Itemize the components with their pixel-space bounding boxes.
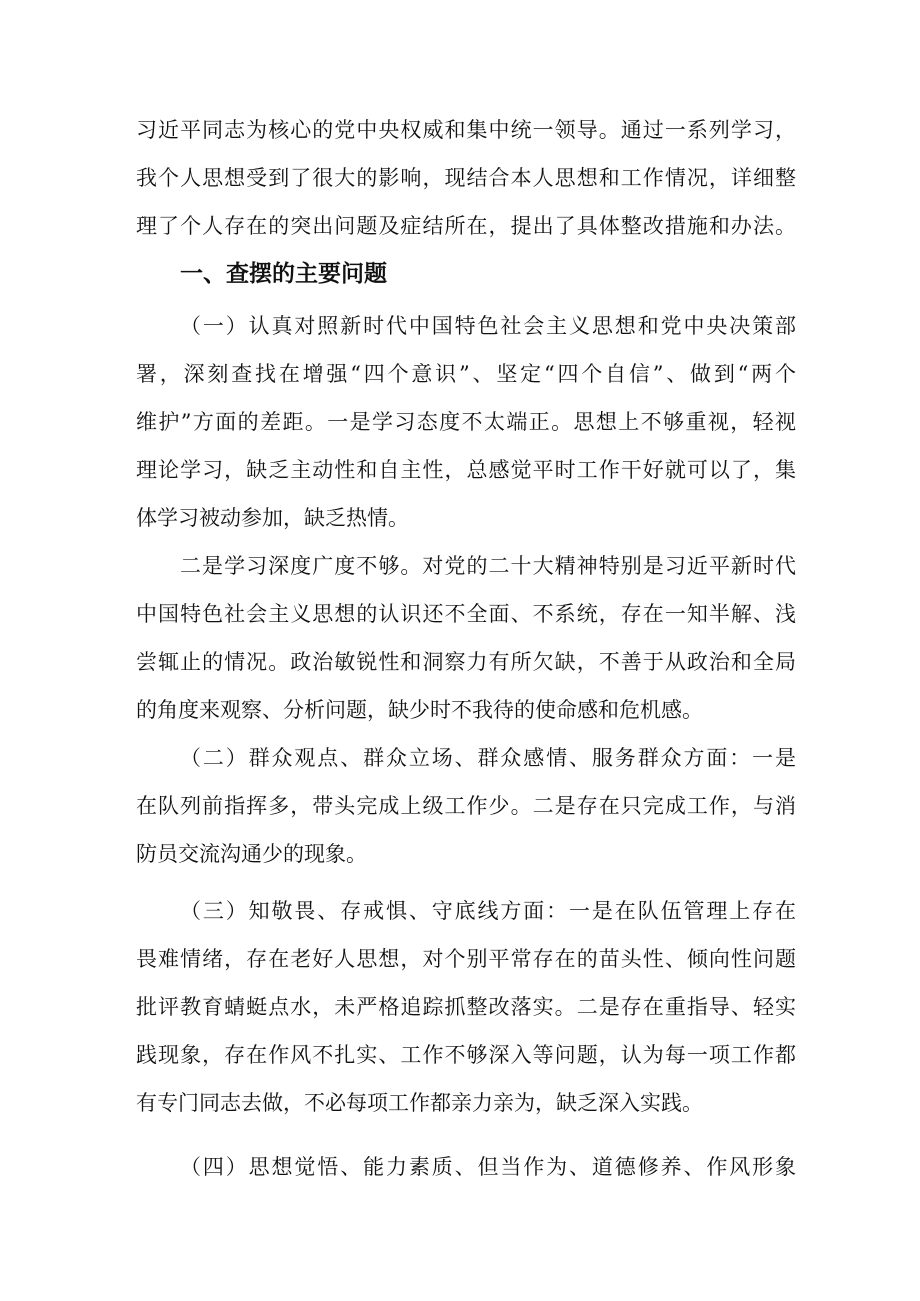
intro-line-2: 我个人思想受到了很大的影响，现结合本人思想和工作情况，详细整 [136, 166, 796, 190]
section-heading: 一、查摆的主要问题 [180, 261, 387, 287]
p2-line-2: 中国特色社会主义思想的认识还不全面、不系统，存在一知半解、浅 [136, 602, 796, 626]
p4-line-2: 畏难情绪，存在老好人思想，对个别平常存在的苗头性、倾向性问题 [136, 947, 796, 971]
p3-line-2: 在队列前指挥多，带头完成上级工作少。二是存在只完成工作，与消 [136, 794, 796, 818]
p2-line-1: 二是学习深度广度不够。对党的二十大精神特别是习近平新时代 [180, 554, 796, 578]
p4-line-3: 批评教育蜻蜓点水，未严格追踪抓整改落实。二是存在重指导、轻实 [136, 995, 796, 1019]
p2-line-3: 尝辄止的情况。政治敏锐性和洞察力有所欠缺，不善于从政治和全局 [136, 650, 796, 674]
intro-line-3: 理了个人存在的突出问题及症结所在，提出了具体整改措施和办法。 [136, 214, 796, 238]
p1-line-4: 理论学习，缺乏主动性和自主性，总感觉平时工作干好就可以了，集 [136, 458, 796, 482]
p4-line-5: 有专门同志去做，不必每项工作都亲力亲为，缺乏深入实践。 [136, 1091, 703, 1115]
p1-line-5: 体学习被动参加，缺乏热情。 [136, 506, 409, 530]
p3-line-3: 防员交流沟通少的现象。 [136, 842, 367, 866]
intro-line-1: 习近平同志为核心的党中央权威和集中统一领导。通过一系列学习， [136, 118, 796, 142]
p1-line-1: （一）认真对照新时代中国特色社会主义思想和党中央决策部 [180, 314, 796, 338]
p5-line-1: （四）思想觉悟、能力素质、但当作为、道德修养、作风形象 [180, 1155, 796, 1179]
p4-line-4: 践现象，存在作风不扎实、工作不够深入等问题，认为每一项工作都 [136, 1043, 796, 1067]
p1-line-3: 维护”方面的差距。一是学习态度不太端正。思想上不够重视，轻视 [136, 410, 796, 434]
p1-line-2: 署，深刻查找在增强“四个意识”、坚定“四个自信”、做到“两个 [136, 362, 796, 386]
p4-line-1: （三）知敬畏、存戒惧、守底线方面：一是在队伍管理上存在 [180, 899, 796, 923]
p3-line-1: （二）群众观点、群众立场、群众感情、服务群众方面：一是 [180, 746, 796, 770]
p2-line-4: 的角度来观察、分析问题，缺少时不我待的使命感和危机感。 [136, 698, 703, 722]
